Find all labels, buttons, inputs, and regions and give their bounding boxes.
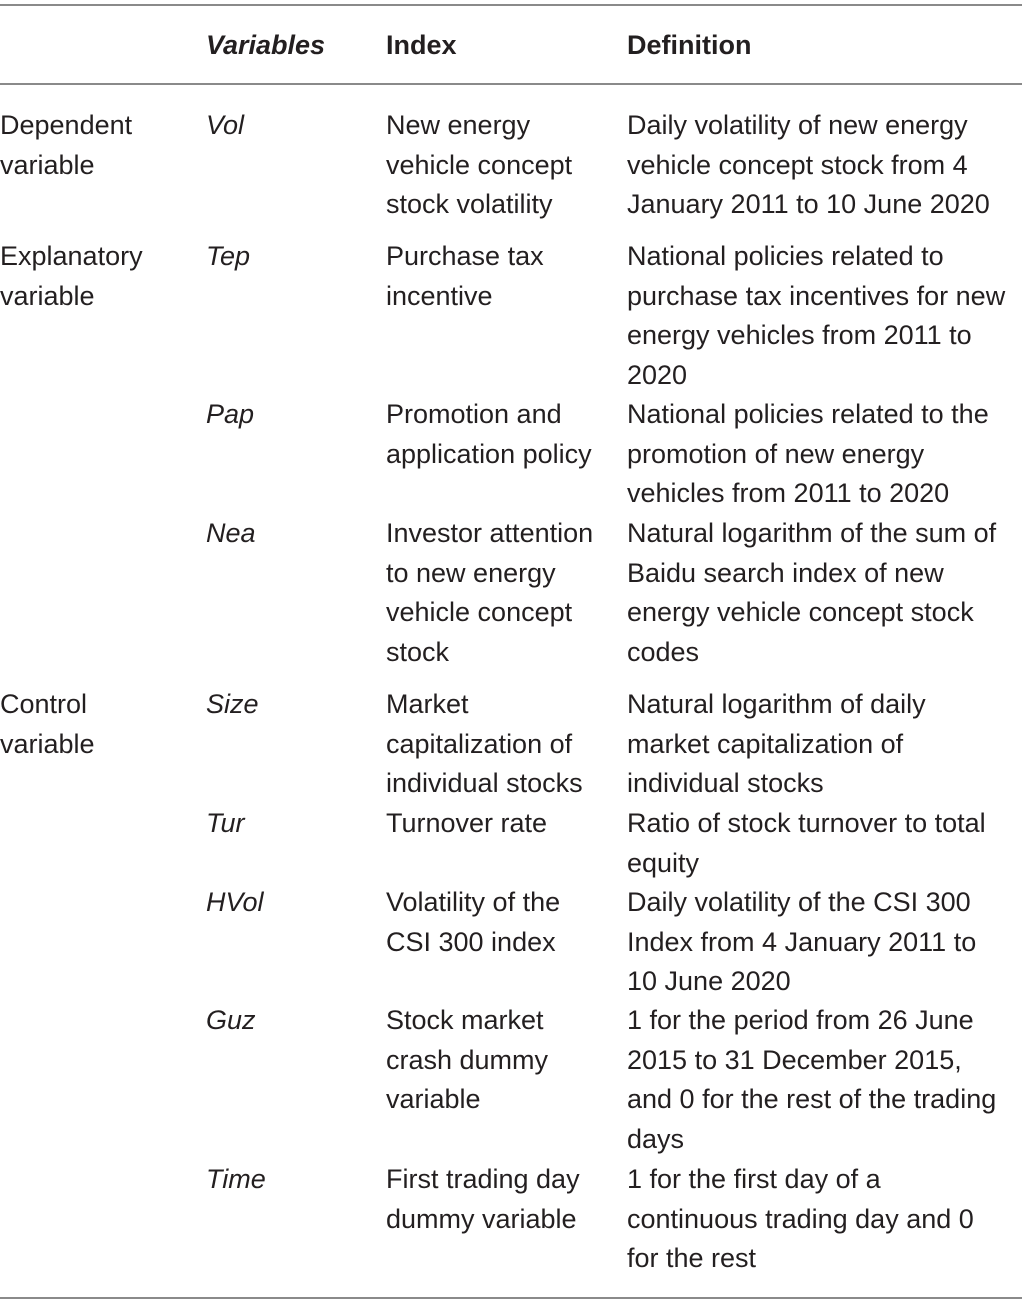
row-variable: Nea	[206, 518, 256, 548]
row-definition: Natural logarithm of the sum of Baidu search index of new energy vehicle concept stock codes	[627, 518, 997, 667]
row-index: Volatility of the CSI 300 index	[386, 887, 561, 957]
row-definition: Daily volatility of new energy vehicle concept stock from 4 January 2011 to 10 June 2020	[627, 110, 990, 220]
row-definition: 1 for the first day of a continuous trading day and 0 for the rest	[627, 1164, 974, 1274]
row-group-label: Dependent variable	[0, 110, 133, 180]
row-index: Market capitalization of individual stocks	[386, 689, 583, 799]
row-variable: Tep	[206, 241, 251, 271]
row-definition: 1 for the period from 26 June 2015 to 31 December 2015, and 0 for the rest of the trading days	[627, 1005, 997, 1154]
header-rule	[0, 83, 1022, 85]
row-variable: HVol	[206, 887, 264, 917]
row-index: New energy vehicle concept stock volatility	[386, 110, 573, 220]
row-variable: Size	[206, 689, 259, 719]
row-index: Turnover rate	[386, 808, 548, 838]
row-variable: Guz	[206, 1005, 256, 1035]
row-group-label: Control variable	[0, 689, 95, 759]
header-definition: Definition	[627, 30, 752, 60]
header-index: Index	[386, 30, 457, 60]
bottom-rule	[0, 1297, 1022, 1299]
row-variable: Time	[206, 1164, 266, 1194]
row-variable: Tur	[206, 808, 245, 838]
row-definition: National policies related to purchase tax incentives for new energy vehicles from 2011 to 2020	[627, 241, 1006, 390]
row-index: Promotion and application policy	[386, 399, 592, 469]
header-variables: Variables	[206, 30, 326, 60]
row-index: Purchase tax incentive	[386, 241, 544, 311]
row-definition: National policies related to the promotion of new energy vehicles from 2011 to 2020	[627, 399, 989, 509]
row-definition: Ratio of stock turnover to total equity	[627, 808, 986, 878]
row-definition: Daily volatility of the CSI 300 Index from 4 January 2011 to 10 June 2020	[627, 887, 977, 997]
row-index: Stock market crash dummy variable	[386, 1005, 549, 1115]
row-variable: Vol	[206, 110, 245, 140]
row-index: Investor attention to new energy vehicle concept stock	[386, 518, 594, 667]
row-index: First trading day dummy variable	[386, 1164, 580, 1234]
row-definition: Natural logarithm of daily market capitalization of individual stocks	[627, 689, 926, 799]
top-rule	[0, 4, 1022, 6]
row-variable: Pap	[206, 399, 255, 429]
row-group-label: Explanatory variable	[0, 241, 143, 311]
